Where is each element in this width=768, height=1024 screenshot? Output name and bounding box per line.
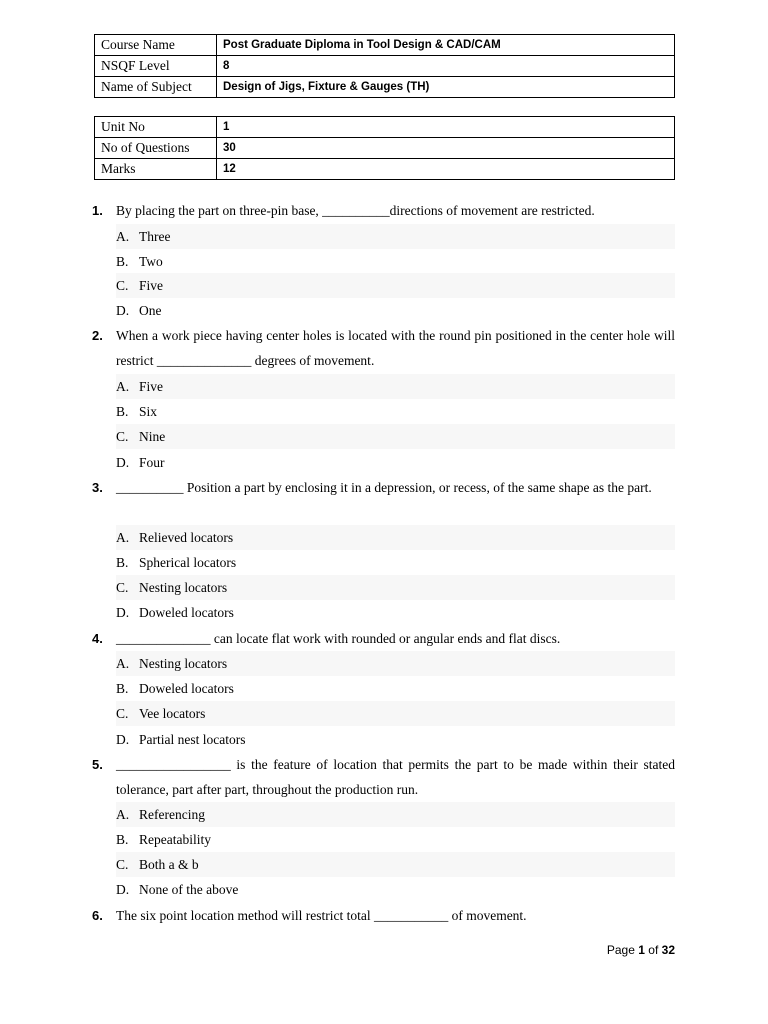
- question-1: [92, 198, 675, 223]
- option-4b: [116, 676, 675, 701]
- question-number: 1.: [92, 203, 103, 218]
- page-number: 1: [638, 943, 645, 957]
- option-letter: D.: [116, 732, 130, 747]
- option-text: Four: [139, 455, 165, 470]
- option-2b: [116, 399, 675, 424]
- question-number: 6.: [92, 908, 103, 923]
- course-name-label: Course Name: [95, 35, 217, 56]
- option-text: Relieved locators: [139, 530, 234, 545]
- option-letter: B.: [116, 404, 129, 419]
- option-letter: A.: [116, 530, 130, 545]
- option-letter: A.: [116, 807, 130, 822]
- question-5: [92, 752, 675, 802]
- option-4d: [116, 727, 675, 752]
- questions-count-row: [95, 138, 675, 159]
- option-letter: D.: [116, 455, 130, 470]
- option-2a: [116, 374, 675, 399]
- question-2: [92, 323, 675, 373]
- option-2c: [116, 424, 675, 449]
- option-4c: [116, 701, 675, 726]
- subject-value: Design of Jigs, Fixture & Gauges (TH): [217, 77, 675, 98]
- page-footer: [607, 943, 675, 957]
- option-letter: A.: [116, 229, 130, 244]
- option-5b: [116, 827, 675, 852]
- option-text: Repeatability: [139, 832, 211, 847]
- option-3d: [116, 600, 675, 625]
- option-5c: [116, 852, 675, 877]
- option-1d: [116, 298, 675, 323]
- question-text: _________________ is the feature of location that permits the part to be made within their stated tolerance, part after part, throughout the production run.: [116, 757, 675, 797]
- option-3a: [116, 525, 675, 550]
- option-letter: D.: [116, 882, 130, 897]
- option-letter: B.: [116, 254, 129, 269]
- option-text: Two: [139, 254, 163, 269]
- option-2d: [116, 450, 675, 475]
- marks-value: 12: [217, 159, 675, 180]
- option-text: Nesting locators: [139, 580, 228, 595]
- course-name-value: Post Graduate Diploma in Tool Design & CAD/CAM: [217, 35, 675, 56]
- option-5a: [116, 802, 675, 827]
- course-name-row: [95, 35, 675, 56]
- questions-count-label: No of Questions: [95, 138, 217, 159]
- option-text: Vee locators: [139, 706, 206, 721]
- option-text: Nesting locators: [139, 656, 228, 671]
- option-text: Five: [139, 278, 164, 293]
- option-text: Partial nest locators: [139, 732, 246, 747]
- unit-no-row: [95, 117, 675, 138]
- unit-no-label: Unit No: [95, 117, 217, 138]
- option-letter: C.: [116, 278, 129, 293]
- question-text: __________ Position a part by enclosing it in a depression, or recess, of the same shape as the part.: [116, 480, 652, 495]
- unit-no-value: 1: [217, 117, 675, 138]
- marks-label: Marks: [95, 159, 217, 180]
- questions-count-value: 30: [217, 138, 675, 159]
- nsqf-level-label: NSQF Level: [95, 56, 217, 77]
- question-text: ______________ can locate flat work with rounded or angular ends and flat discs.: [116, 631, 561, 646]
- option-text: Five: [139, 379, 164, 394]
- option-text: Spherical locators: [139, 555, 237, 570]
- option-letter: A.: [116, 656, 130, 671]
- option-letter: A.: [116, 379, 130, 394]
- option-text: Six: [139, 404, 158, 419]
- subject-row: [95, 77, 675, 98]
- option-1b: [116, 249, 675, 274]
- option-3b: [116, 550, 675, 575]
- option-letter: C.: [116, 429, 129, 444]
- question-number: 5.: [92, 757, 103, 772]
- question-text: By placing the part on three-pin base, __________directions of movement are restricted.: [116, 203, 595, 218]
- option-1c: [116, 273, 675, 298]
- of-word: of: [648, 943, 659, 957]
- option-letter: B.: [116, 681, 129, 696]
- question-3: [92, 475, 675, 500]
- option-4a: [116, 651, 675, 676]
- option-1a: [116, 224, 675, 249]
- option-text: One: [139, 303, 162, 318]
- option-text: Both a & b: [139, 857, 199, 872]
- question-text: When a work piece having center holes is located with the round pin positioned in the center hole will restrict ______________ degrees of movement.: [116, 328, 675, 368]
- course-info-table: [94, 34, 675, 98]
- question-number: 4.: [92, 631, 103, 646]
- question-text: The six point location method will restrict total ___________ of movement.: [116, 908, 527, 923]
- option-text: None of the above: [139, 882, 239, 897]
- option-letter: C.: [116, 857, 129, 872]
- question-number: 3.: [92, 480, 103, 495]
- option-letter: C.: [116, 706, 129, 721]
- option-3c: [116, 575, 675, 600]
- option-5d: [116, 877, 675, 902]
- page-total: 32: [661, 943, 675, 957]
- option-text: Nine: [139, 429, 166, 444]
- question-6: [92, 903, 675, 928]
- page-word: Page: [606, 943, 635, 957]
- subject-label: Name of Subject: [95, 77, 217, 98]
- question-4: [92, 626, 675, 651]
- option-letter: D.: [116, 605, 130, 620]
- option-letter: C.: [116, 580, 129, 595]
- option-text: Referencing: [139, 807, 205, 822]
- option-letter: B.: [116, 555, 129, 570]
- question-number: 2.: [92, 328, 103, 343]
- option-text: Doweled locators: [139, 605, 234, 620]
- unit-info-table: [94, 116, 675, 180]
- nsqf-level-row: [95, 56, 675, 77]
- option-letter: D.: [116, 303, 130, 318]
- option-text: Three: [139, 229, 171, 244]
- option-letter: B.: [116, 832, 129, 847]
- marks-row: [95, 159, 675, 180]
- nsqf-level-value: 8: [217, 56, 675, 77]
- option-text: Doweled locators: [139, 681, 234, 696]
